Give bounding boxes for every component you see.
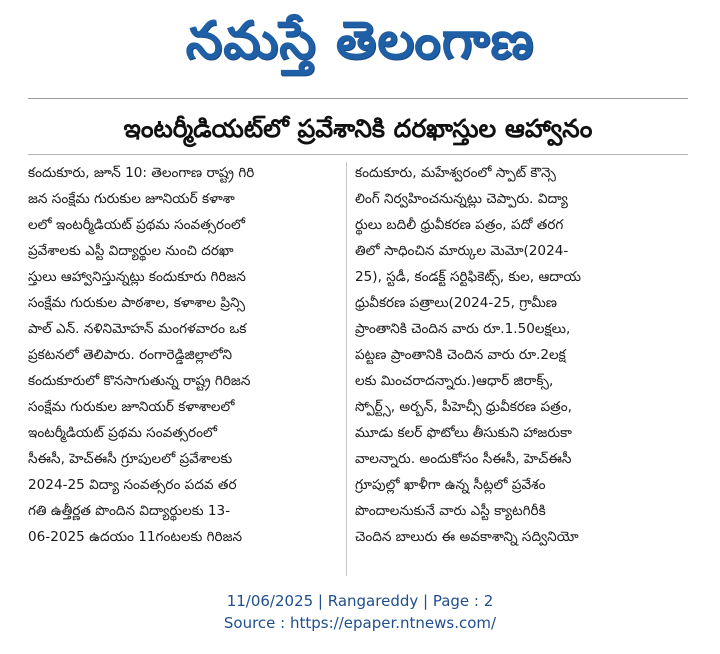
top-rule	[28, 98, 688, 99]
article-column-right	[355, 160, 668, 580]
article-line: సంక్షేమ గురుకుల జూనియర్ కళాశాలలో	[28, 399, 235, 415]
article-line: లలో ఇంటర్మీడియట్ ప్రథమ సంవత్సరంలో	[28, 217, 245, 233]
source-link[interactable]: Source : https://epaper.ntnews.com/	[223, 614, 497, 632]
article-line: కందుకూరు, జూన్ 10: తెలంగాణ రాష్ట్ర గిరి	[28, 165, 255, 181]
article-line: గ్రూపుల్లో ఖాళీగా ఉన్న సీట్లలో ప్రవేశం	[355, 477, 546, 493]
article-body	[28, 160, 668, 580]
article-line: లకు మించరాదన్నారు.)ఆధార్ జిరాక్స్,	[355, 373, 554, 389]
article-line: ప్రాంతానికి చెందిన వారు రూ.1.50లక్షలు,	[355, 321, 571, 337]
article-line: పట్టణ ప్రాంతానికి చెందిన వారు రూ.2లక్ష	[355, 347, 566, 363]
article-headline: ఇంటర్మీడియట్‌లో ప్రవేశానికి దరఖాస్తుల ఆహ్వానం	[123, 114, 593, 143]
article-line: సీఈసీ, హెచ్ఈసీ గ్రూపులలో ప్రవేశాలకు	[28, 451, 233, 467]
newspaper-logo: నమస్తే తెలంగాణ	[185, 11, 535, 71]
article-line: మూడు కలర్ ఫొటోలు తీసుకుని హాజరుకా	[355, 425, 572, 441]
article-column-left	[28, 160, 341, 580]
masthead	[0, 0, 720, 85]
edition-info: 11/06/2025 | Rangareddy | Page : 2	[226, 592, 494, 610]
article-line: కందుకూరు, మహేశ్వరంలో స్పాట్ కౌన్సె	[355, 165, 556, 181]
article-line: తిలో సాధించిన మార్కుల మెమో(2024-	[355, 243, 569, 259]
article-line: కందుకూరులో కొనసాగుతున్న రాష్ట్ర గిరిజన	[28, 373, 251, 389]
article-line: లింగ్ నిర్వహించనున్నట్లు చెప్పారు. విద్యా	[355, 191, 568, 207]
article-line: ఇంటర్మీడియట్ ప్రథమ సంవత్సరంలో	[28, 425, 218, 441]
article-line: జన సంక్షేమ గురుకుల జూనియర్ కళాశా	[28, 191, 235, 207]
article-line: చెందిన బాలురు ఈ అవకాశాన్ని సద్వినియో	[355, 529, 579, 545]
clipping-footer	[0, 590, 720, 634]
article-line: గతి ఉత్తీర్ణత పొందిన విద్యార్థులకు 13-	[28, 503, 231, 519]
article-line: 06-2025 ఉదయం 11గంటలకు గిరిజన	[28, 529, 243, 545]
article-line: పొందాలనుకునే వారు ఎస్టీ క్యాటగిరీకి	[355, 503, 546, 519]
article-line: సంక్షేమ గురుకుల పాఠశాల, కళాశాల ప్రిన్సి	[28, 295, 246, 311]
article-line: 25), స్టడీ, కండక్ట్ సర్టిఫికెట్స్, కుల, ఆదాయ	[355, 269, 581, 285]
headline-rule	[28, 154, 688, 155]
article-line: ప్రకటనలో తెలిపారు. రంగారెడ్డిజిల్లాలోని	[28, 347, 233, 363]
article-line: వాలన్నారు. అందుకోసం సీఈసీ, హెచ్ఈసీ	[355, 451, 572, 467]
article-line: ర్థులు బదిలీ ధ్రువీకరణ పత్రం, పదో తరగ	[355, 217, 564, 233]
article-line: 2024-25 విద్యా సంవత్సరం పదవ తర	[28, 477, 237, 493]
article-line: ప్రవేశాలకు ఎస్టీ విద్యార్థుల నుంచి దరఖా	[28, 243, 234, 259]
article-line: ధ్రువీకరణ పత్రాలు(2024-25, గ్రామీణ	[355, 295, 557, 311]
column-divider	[346, 162, 347, 576]
article-line: స్పోర్ట్స్, అర్బన్, పీహెచ్సీ ధ్రువీకరణ పత్రం,	[355, 399, 572, 415]
article-line: పాల్ ఎన్. నళినిమోహన్ మంగళవారం ఒక	[28, 321, 247, 337]
article-line: స్తులు ఆహ్వానిస్తున్నట్లు కందుకూరు గిరిజన	[28, 269, 246, 285]
